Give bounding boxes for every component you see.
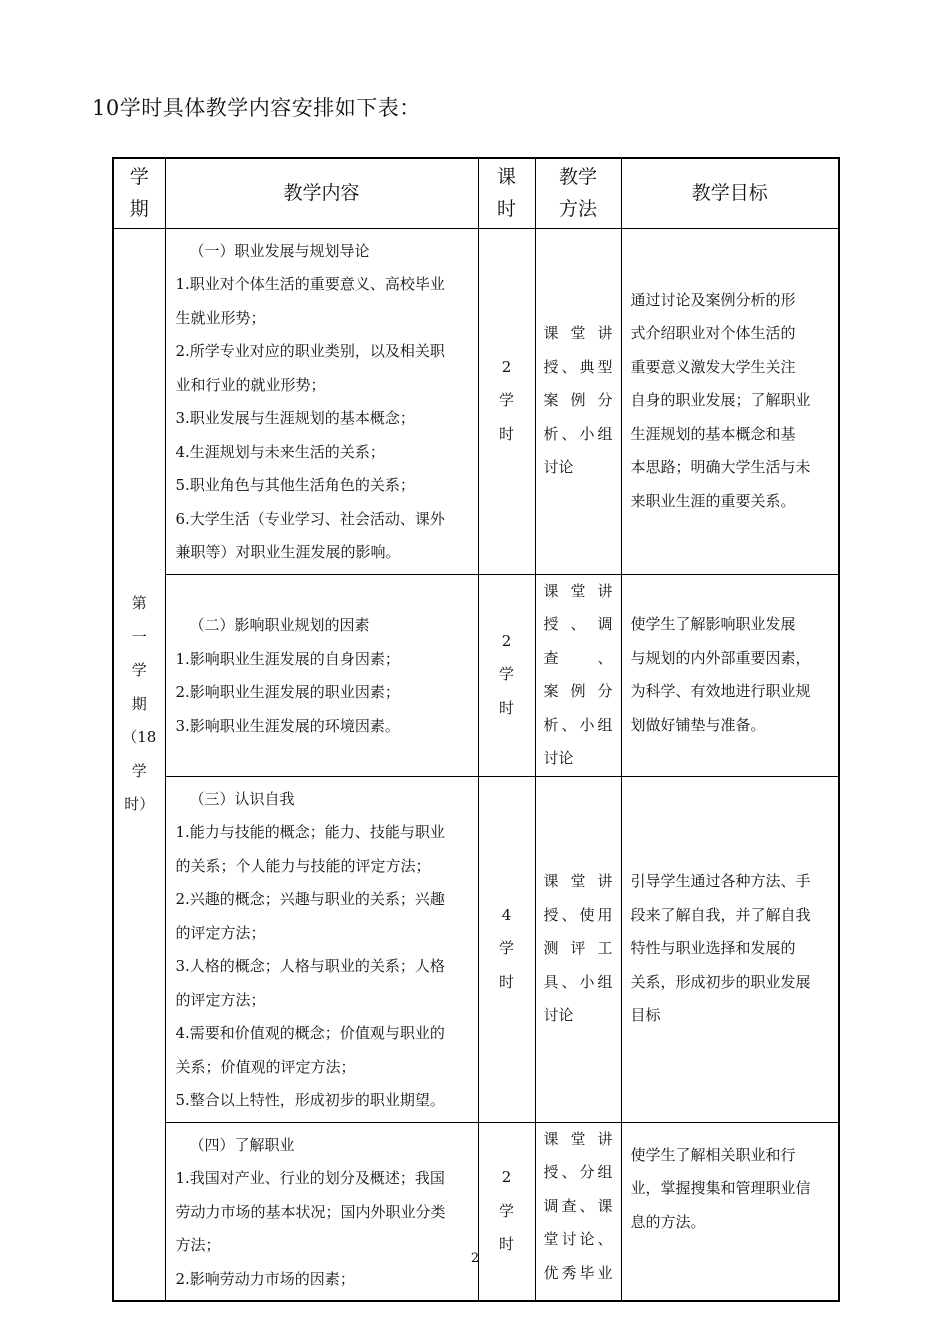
teaching-schedule-table bbox=[112, 157, 840, 1302]
section-title: （二）影响职业规划的因素 bbox=[189, 616, 370, 634]
content-line: 1.影响职业生涯发展的自身因素； bbox=[175, 649, 400, 668]
content-line: 劳动力市场的基本状况；国内外职业分类 bbox=[175, 1202, 446, 1221]
hours-cell: 2 学 时 bbox=[478, 574, 535, 776]
table-row bbox=[113, 776, 839, 1122]
content-line: 4.生涯规划与未来生活的关系； bbox=[175, 442, 385, 461]
content-line: 5.整合以上特性，形成初步的职业期望。 bbox=[175, 1091, 445, 1109]
content-line: 2.兴趣的概念；兴趣与职业的关系；兴趣 bbox=[175, 890, 445, 908]
content-line: 1.我国对产业、行业的划分及概述；我国 bbox=[175, 1169, 445, 1187]
table-row bbox=[113, 1122, 839, 1301]
method-cell: 课堂讲 授、典型 案例分 析、小组 讨论 bbox=[535, 228, 621, 574]
hours-cell: 2 学 时 bbox=[478, 1122, 535, 1301]
hours-cell: 4 学 时 bbox=[478, 776, 535, 1122]
content-line: 业和行业的就业形势； bbox=[175, 375, 326, 394]
content-line: 关系；价值观的评定方法； bbox=[175, 1057, 356, 1076]
header-term: 学 期 bbox=[113, 158, 165, 228]
header-goal: 教学目标 bbox=[621, 158, 839, 228]
content-line: 1.职业对个体生活的重要意义、高校毕业 bbox=[175, 275, 445, 293]
table-row bbox=[113, 228, 839, 574]
header-method: 教学 方法 bbox=[535, 158, 621, 228]
content-line: 的关系；个人能力与技能的评定方法； bbox=[175, 856, 431, 875]
term-cell: 第 一 学 期 （18 学 时） bbox=[113, 228, 165, 1301]
header-hours: 课 时 bbox=[478, 158, 535, 228]
content-cell bbox=[165, 1122, 478, 1301]
content-line: 2.影响劳动力市场的因素； bbox=[175, 1269, 355, 1288]
content-line: 方法； bbox=[175, 1236, 221, 1254]
content-line: 5.职业角色与其他生活角色的关系； bbox=[175, 476, 415, 494]
content-line: 的评定方法； bbox=[175, 923, 266, 942]
content-line: 2.所学专业对应的职业类别，以及相关职 bbox=[175, 342, 445, 360]
content-cell bbox=[165, 228, 478, 574]
content-line: 1.能力与技能的概念；能力、技能与职业 bbox=[175, 823, 445, 841]
content-line: 生就业形势； bbox=[175, 308, 266, 327]
goal-cell: 使学生了解相关职业和行 业，掌握搜集和管理职业信 息的方法。 bbox=[621, 1122, 839, 1301]
content-cell bbox=[165, 574, 478, 776]
method-cell: 课堂讲 授、调查、 案例分 析、小组 讨论 bbox=[535, 574, 621, 776]
table-row bbox=[113, 574, 839, 776]
table-header-row bbox=[113, 158, 839, 228]
page-heading: 10学时具体教学内容安排如下表： bbox=[92, 96, 421, 120]
goal-cell: 通过讨论及案例分析的形 式介绍职业对个体生活的 重要意义激发大学生关注 自身的职业发展；了解职业 生涯规划的基本概念和基 本思路；明确大学生活与未 来职业生涯的重要关系。 bbox=[621, 228, 839, 574]
section-title: （四）了解职业 bbox=[189, 1135, 295, 1154]
content-line: 2.影响职业生涯发展的职业因素； bbox=[175, 683, 400, 701]
section-title: （一）职业发展与规划导论 bbox=[189, 241, 370, 260]
content-line: 3.影响职业生涯发展的环境因素。 bbox=[175, 716, 400, 735]
content-line: 的评定方法； bbox=[175, 990, 266, 1009]
header-content: 教学内容 bbox=[165, 158, 478, 228]
content-line: 6.大学生活（专业学习、社会活动、课外 bbox=[175, 509, 445, 528]
content-line: 3.职业发展与生涯规划的基本概念； bbox=[175, 409, 415, 427]
content-line: 兼职等）对职业生涯发展的影响。 bbox=[175, 543, 401, 561]
method-cell: 课堂讲 授、分组 调查、课 堂讨论、 优秀毕业 bbox=[535, 1122, 621, 1301]
page-number: 2 bbox=[470, 1251, 480, 1266]
content-line: 3.人格的概念；人格与职业的关系；人格 bbox=[175, 957, 445, 975]
method-cell: 课堂讲 授、使用 测评工 具、小组 讨论 bbox=[535, 776, 621, 1122]
content-line: 4.需要和价值观的概念；价值观与职业的 bbox=[175, 1024, 445, 1042]
goal-cell: 引导学生通过各种方法、手 段来了解自我，并了解自我 特性与职业选择和发展的 关系，形成初步的职业发展 目标 bbox=[621, 776, 839, 1122]
content-cell bbox=[165, 776, 478, 1122]
hours-cell: 2 学 时 bbox=[478, 228, 535, 574]
section-title: （三）认识自我 bbox=[189, 789, 295, 808]
goal-cell: 使学生了解影响职业发展 与规划的内外部重要因素， 为科学、有效地进行职业规 划做好铺垫与准备。 bbox=[621, 574, 839, 776]
